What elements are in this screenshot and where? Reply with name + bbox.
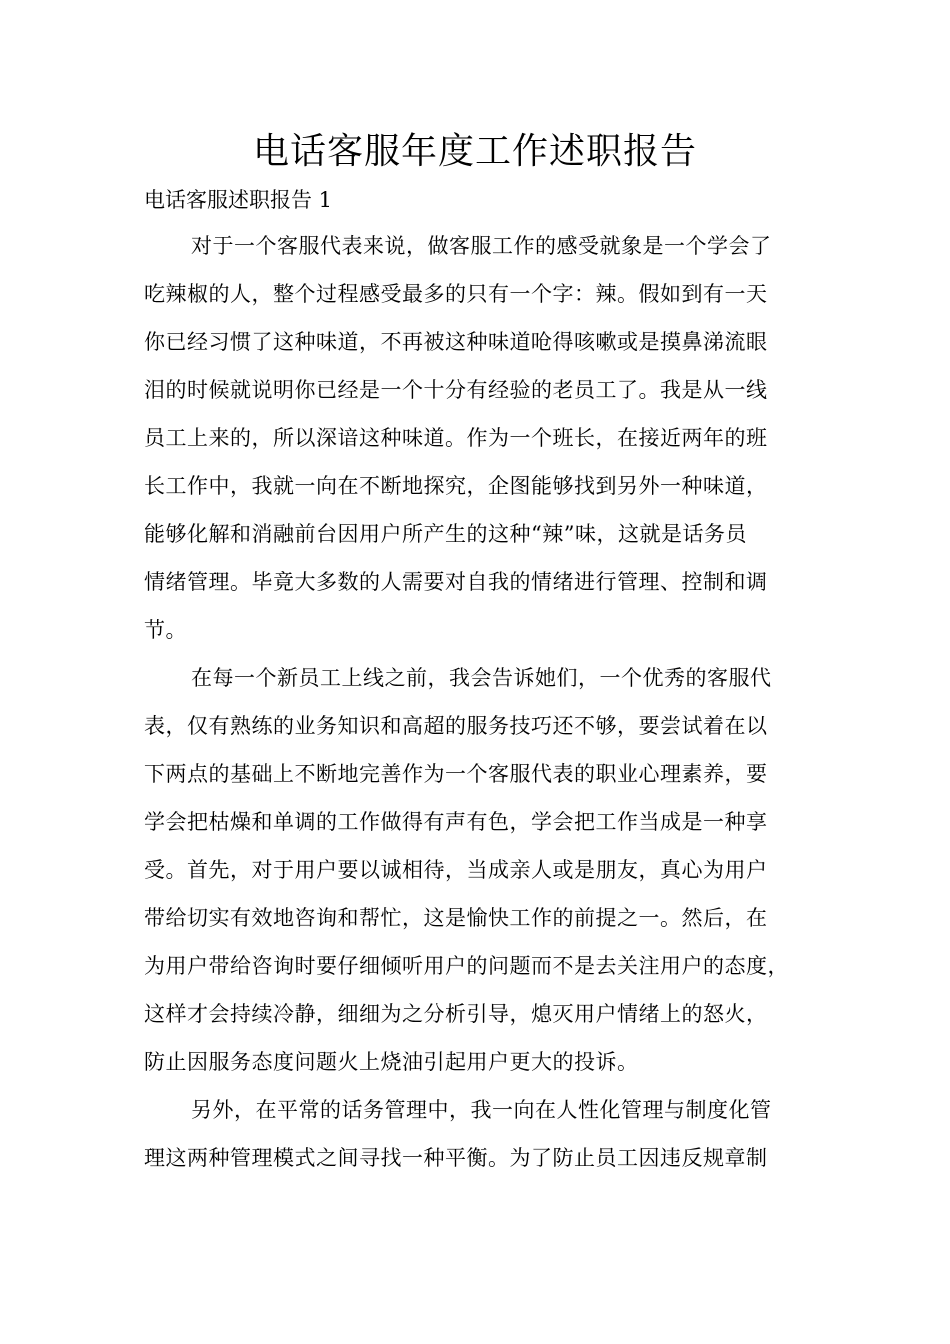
text-line: 理这两种管理模式之间寻找一种平衡。为了防止员工因违反规章制 — [144, 1146, 768, 1170]
text-line: 这样才会持续冷静，细细为之分析引导，熄灭用户情绪上的怒火， — [144, 1002, 768, 1026]
text-line: 下两点的基础上不断地完善作为一个客服代表的职业心理素养，要 — [144, 762, 768, 786]
text-line: 长工作中，我就一向在不断地探究，企图能够找到另外一种味道， — [144, 474, 768, 498]
document-title: 电话客服年度工作述职报告 — [252, 131, 697, 172]
text-line: 泪的时候就说明你已经是一个十分有经验的老员工了。我是从一线 — [144, 378, 768, 402]
text-line: 吃辣椒的人，整个过程感受最多的只有一个字：辣。假如到有一天 — [144, 282, 768, 306]
text-line: 防止因服务态度问题火上烧油引起用户更大的投诉。 — [144, 1050, 639, 1074]
text-line: 带给切实有效地咨询和帮忙，这是愉快工作的前提之一。然后，在 — [144, 906, 768, 930]
text-line: 对于一个客服代表来说，做客服工作的感受就象是一个学会了 — [191, 234, 772, 258]
text-line: 节。 — [144, 618, 187, 642]
text-line: 在每一个新员工上线之前，我会告诉她们，一个优秀的客服代 — [191, 666, 772, 690]
text-line: 为用户带给咨询时要仔细倾听用户的问题而不是去关注用户的态度， — [144, 954, 789, 978]
text-line: 能够化解和消融前台因用户所产生的这种“辣”味，这就是话务员 — [144, 522, 747, 546]
text-line: 另外，在平常的话务管理中，我一向在人性化管理与制度化管 — [191, 1098, 772, 1122]
text-line: 你已经习惯了这种味道，不再被这种味道呛得咳嗽或是摸鼻涕流眼 — [144, 330, 768, 354]
text-line: 员工上来的，所以深谙这种味道。作为一个班长，在接近两年的班 — [144, 426, 768, 450]
section-heading: 电话客服述职报告 1 — [144, 188, 333, 212]
text-line: 学会把枯燥和单调的工作做得有声有色，学会把工作当成是一种享 — [144, 810, 768, 834]
text-line: 受。首先，对于用户要以诚相待，当成亲人或是朋友，真心为用户 — [144, 858, 768, 882]
text-line: 表，仅有熟练的业务知识和高超的服务技巧还不够，要尝试着在以 — [144, 714, 768, 738]
text-line: 情绪管理。毕竟大多数的人需要对自我的情绪进行管理、控制和调 — [144, 570, 768, 594]
